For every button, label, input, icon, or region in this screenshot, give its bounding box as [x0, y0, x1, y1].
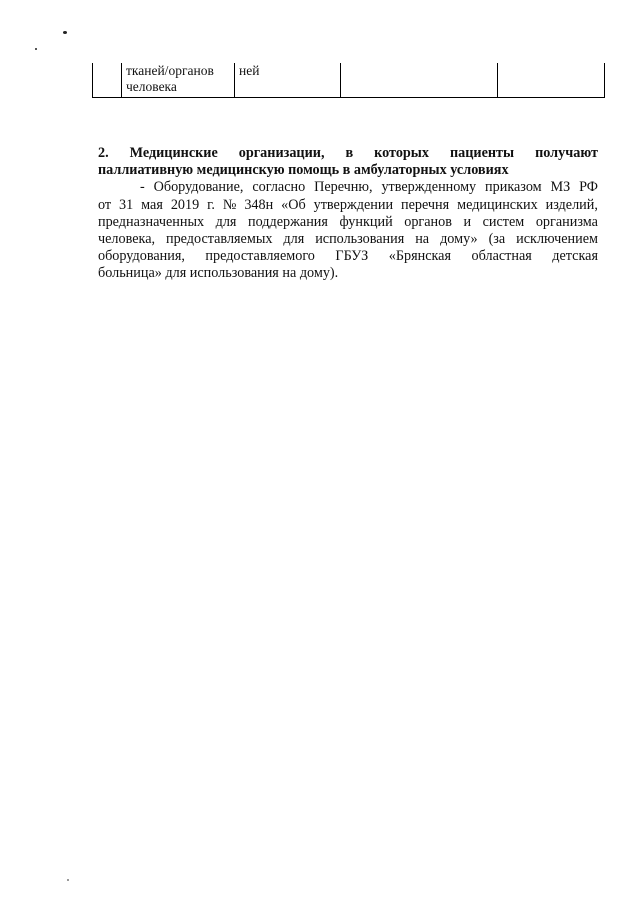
paragraph-word: ГБУЗ — [335, 248, 369, 265]
heading-line: паллиативную медицинскую помощь в амбулаторных условиях — [98, 162, 509, 179]
paragraph-word: согласно — [252, 179, 306, 196]
paragraph-word: поддержания — [248, 213, 328, 230]
cell-text-line: человека — [126, 79, 177, 94]
cell-text-line: ней — [239, 63, 260, 78]
heading-word: которых — [374, 145, 429, 161]
paragraph-word: оборудования, — [98, 248, 185, 265]
paragraph-word: медицинских — [457, 196, 538, 213]
cell-text-line: тканей/органов — [126, 63, 214, 78]
section-number: 2. — [98, 145, 109, 161]
paragraph-line — [98, 214, 598, 231]
section-paragraph — [98, 179, 598, 282]
paragraph-line — [98, 197, 598, 214]
scan-speck — [63, 31, 67, 34]
paragraph-word: дому» — [440, 231, 478, 248]
paragraph-word: и — [463, 213, 472, 230]
paragraph-word: РФ — [579, 179, 598, 196]
paragraph-word: от — [98, 196, 112, 213]
paragraph-word: человека, — [98, 231, 156, 248]
heading-word: организации, — [238, 145, 325, 161]
table-cell — [341, 63, 498, 98]
heading-word: получают — [535, 145, 598, 161]
heading-word: в — [345, 145, 354, 161]
heading-line — [98, 145, 598, 162]
paragraph-word: для — [283, 231, 305, 248]
paragraph-word: систем — [482, 213, 525, 230]
paragraph-word: 348н — [244, 196, 274, 213]
paragraph-word: Оборудование, — [153, 179, 244, 196]
paragraph-word: (за — [488, 231, 506, 248]
paragraph-word: г. — [207, 196, 215, 213]
paragraph-word: приказом — [485, 179, 542, 196]
paragraph-word: больница» для использования на дому). — [98, 265, 339, 282]
paragraph-word: предоставляемого — [205, 248, 315, 265]
paragraph-word: органов — [404, 213, 452, 230]
paragraph-word: предоставляемых — [166, 231, 273, 248]
section-2 — [98, 145, 598, 283]
paragraph-line — [98, 265, 598, 282]
paragraph-word: 2019 — [170, 196, 200, 213]
table-cell — [498, 63, 605, 98]
paragraph-word: утвержденному — [381, 179, 477, 196]
paragraph-word: изделий, — [545, 196, 598, 213]
paragraph-word: на — [415, 231, 430, 248]
paragraph-line — [98, 179, 598, 196]
table-cell — [122, 63, 235, 98]
paragraph-word: утверждении — [313, 196, 394, 213]
paragraph-word: областная — [471, 248, 532, 265]
paragraph-word: использования — [315, 231, 405, 248]
table-cell — [93, 63, 122, 98]
heading-word: Медицинские — [129, 145, 218, 161]
table-fragment — [92, 63, 605, 98]
paragraph-word: МЗ — [550, 179, 571, 196]
scan-speck — [35, 48, 37, 50]
paragraph-word: перечня — [400, 196, 450, 213]
paragraph-line — [98, 231, 598, 248]
paragraph-word: № — [222, 196, 237, 213]
paragraph-word: мая — [141, 196, 163, 213]
paragraph-line — [98, 248, 598, 265]
paragraph-word: - — [140, 179, 145, 196]
scan-speck — [67, 879, 69, 881]
table-row — [93, 63, 605, 98]
paragraph-word: организма — [535, 213, 598, 230]
paragraph-word: детская — [552, 248, 598, 265]
paragraph-word: предназначенных — [98, 213, 205, 230]
paragraph-word: «Брянская — [388, 248, 452, 265]
paragraph-word: для — [215, 213, 237, 230]
paragraph-word: исключением — [516, 231, 598, 248]
paragraph-word: 31 — [119, 196, 134, 213]
paragraph-word: «Об — [281, 196, 306, 213]
section-heading — [98, 145, 598, 179]
paragraph-word: Перечню, — [314, 179, 373, 196]
paragraph-word: функций — [339, 213, 393, 230]
table-cell — [235, 63, 341, 98]
heading-word: пациенты — [449, 145, 515, 161]
